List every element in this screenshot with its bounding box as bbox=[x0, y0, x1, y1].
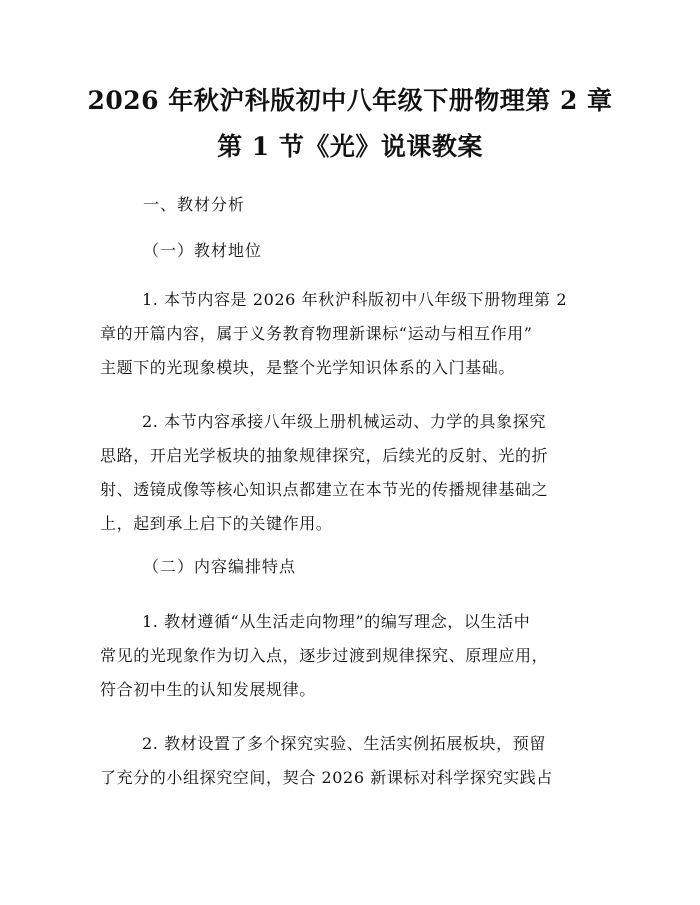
paragraph-line: 射、透镜成像等核心知识点都建立在本节光的传播规律基础之 bbox=[100, 480, 549, 499]
paragraph-line: 主题下的光现象模块，是整个光学知识体系的入门基础。 bbox=[100, 358, 516, 377]
document-title-line-1: 2026 年秋沪科版初中八年级下册物理第 2 章 bbox=[87, 86, 613, 115]
paragraph-2 bbox=[100, 405, 600, 541]
paragraph-line: 符合初中生的认知发展规律。 bbox=[100, 680, 316, 699]
paragraph-line: 1. 教材遵循“从生活走向物理”的编写理念，以生活中 bbox=[142, 612, 531, 631]
paragraph-line: 上，起到承上启下的关键作用。 bbox=[100, 514, 333, 533]
section-heading-textbook-analysis: 一、教材分析 bbox=[143, 195, 246, 214]
paragraph-line: 思路，开启光学板块的抽象规律探究，后续光的反射、光的折 bbox=[100, 446, 549, 465]
paragraph-1 bbox=[100, 283, 600, 385]
paragraph-line: 章的开篇内容，属于义务教育物理新课标“运动与相互作用” bbox=[100, 324, 533, 343]
subsection-heading-textbook-position: （一）教材地位 bbox=[143, 241, 263, 260]
paragraph-line: 了充分的小组探究空间，契合 2026 新课标对科学探究实践占 bbox=[100, 768, 553, 787]
paragraph-3 bbox=[100, 605, 600, 707]
paragraph-line: 常见的光现象作为切入点，逐步过渡到规律探究、原理应用， bbox=[100, 646, 549, 665]
paragraph-line: 2. 本节内容承接八年级上册机械运动、力学的具象探究 bbox=[142, 412, 546, 431]
document-title-line-2: 第 1 节《光》说课教案 bbox=[217, 132, 483, 161]
paragraph-line: 1. 本节内容是 2026 年秋沪科版初中八年级下册物理第 2 bbox=[142, 290, 568, 309]
subsection-heading-content-arrangement: （二）内容编排特点 bbox=[143, 557, 297, 576]
paragraph-4 bbox=[100, 727, 600, 795]
paragraph-line: 2. 教材设置了多个探究实验、生活实例拓展板块，预留 bbox=[142, 734, 546, 753]
